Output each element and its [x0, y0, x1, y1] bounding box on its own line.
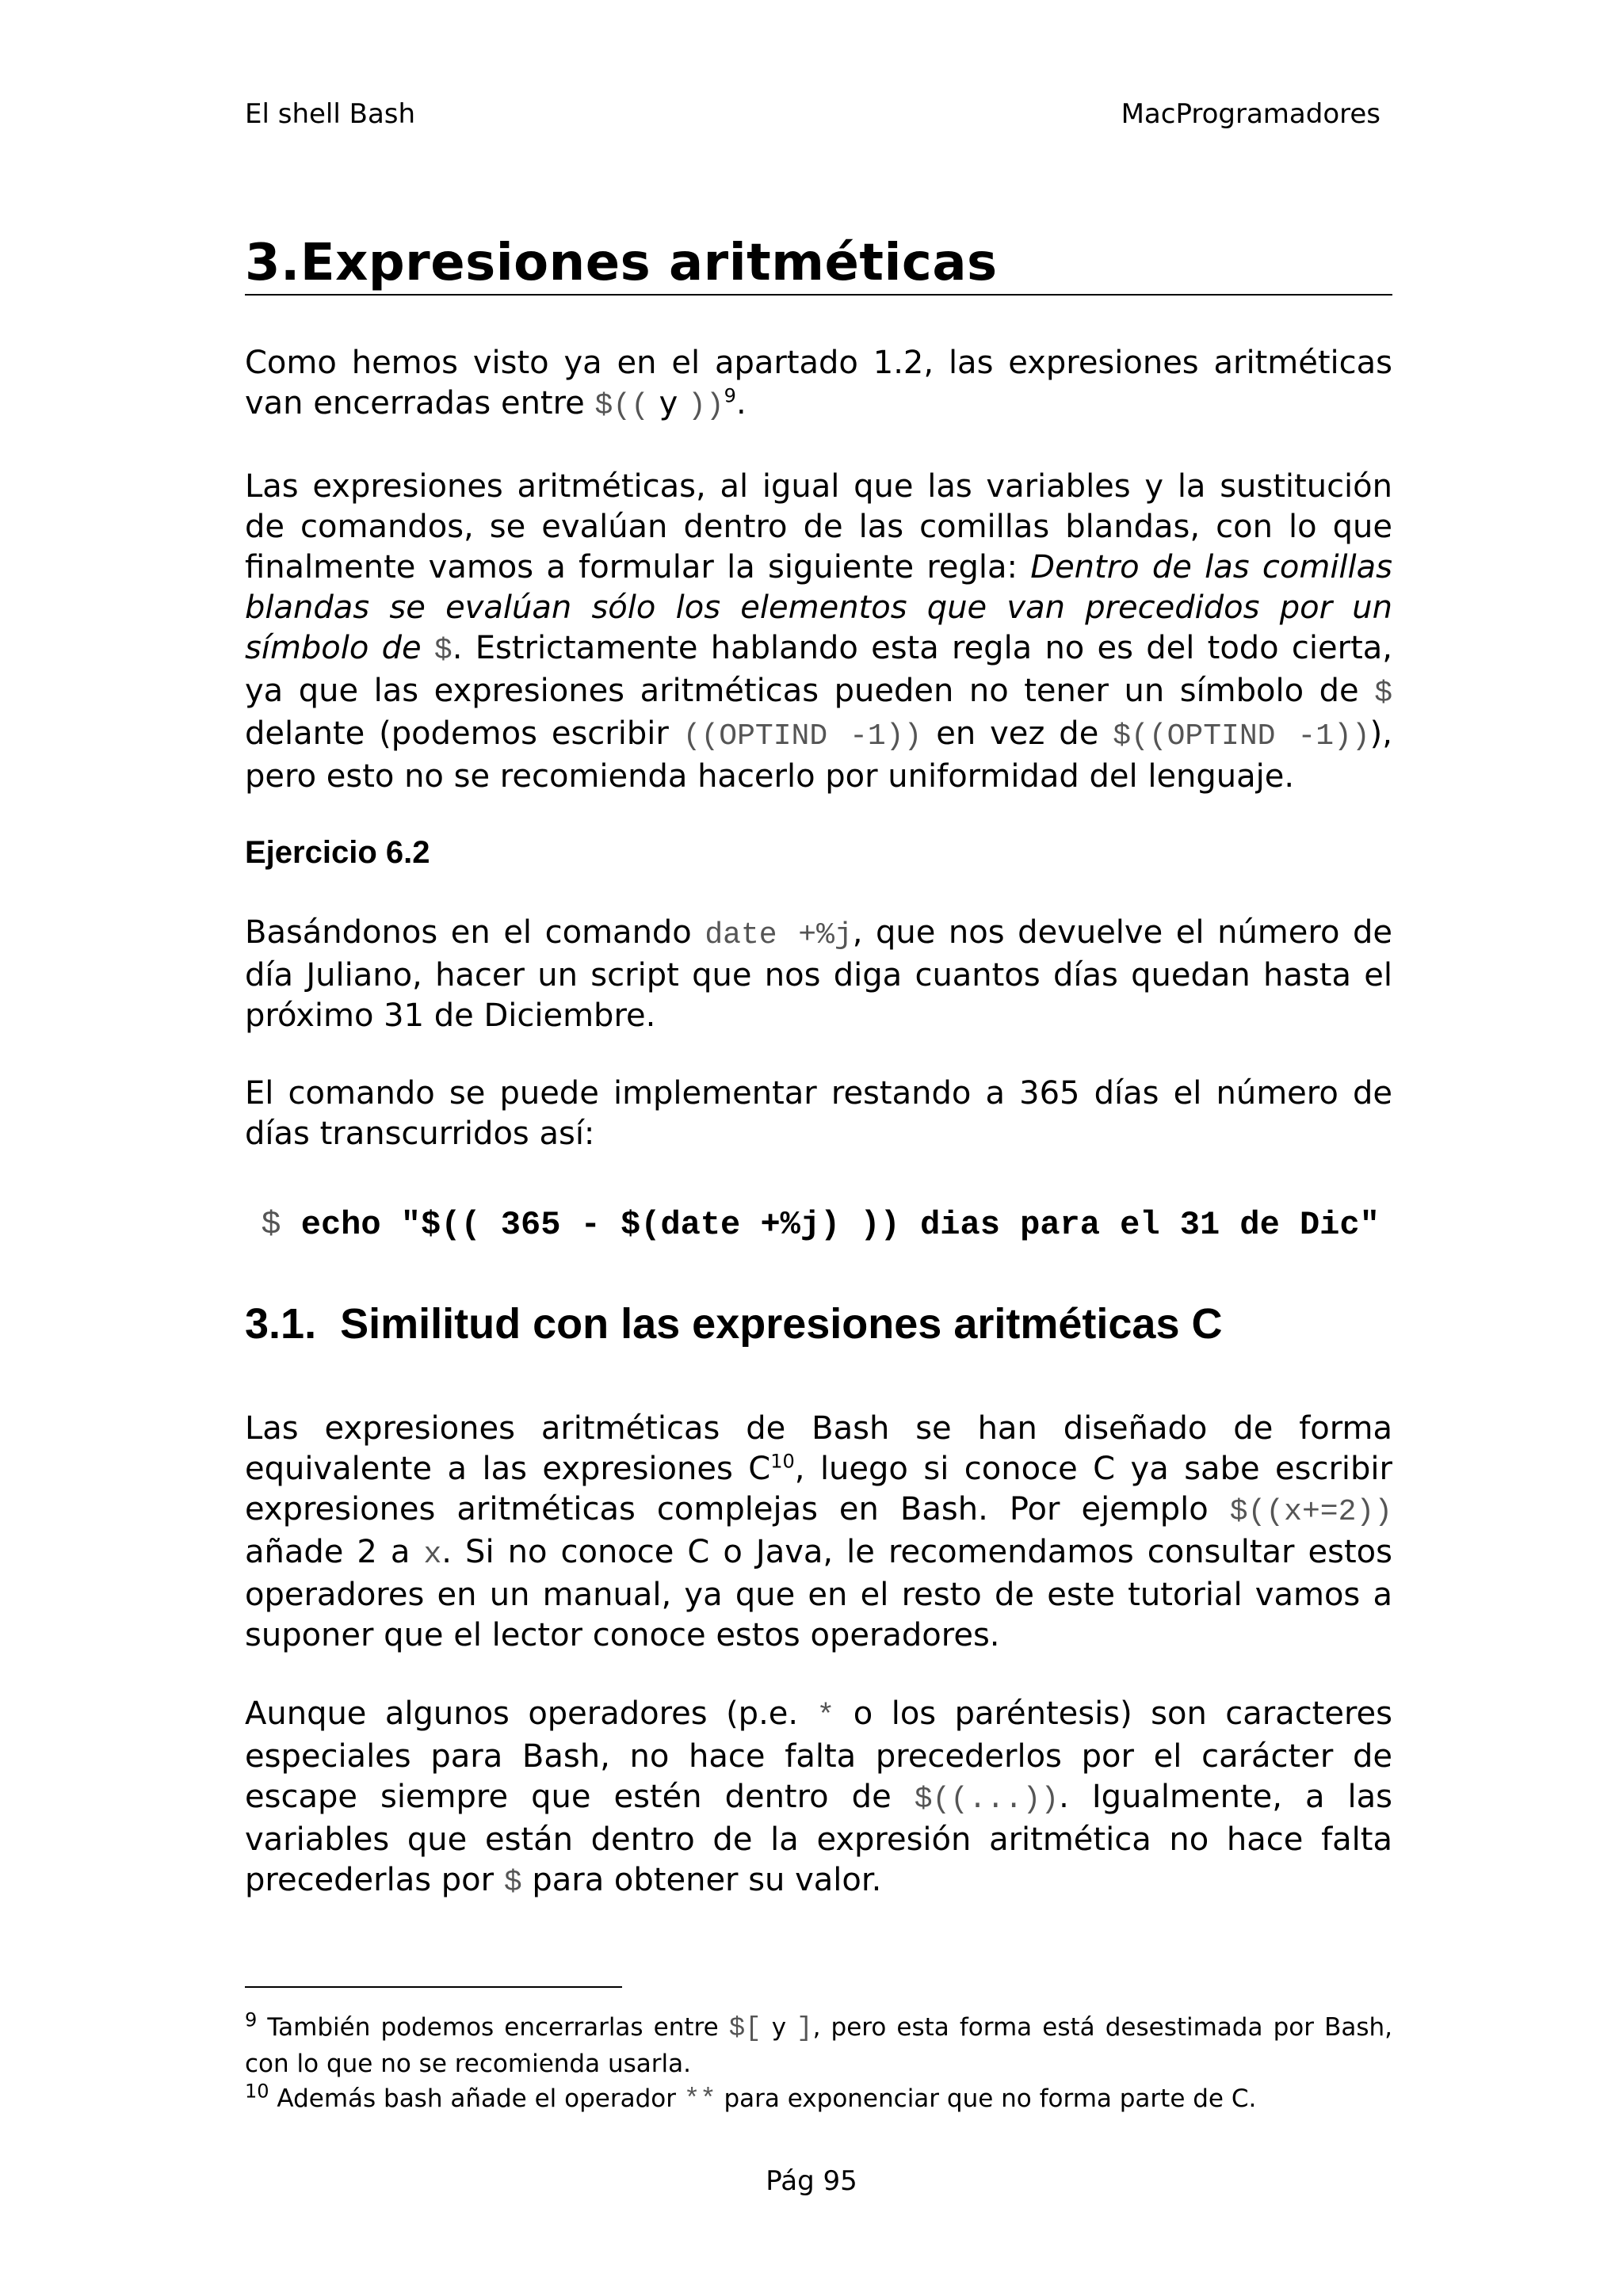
inline-code: ** [683, 2085, 716, 2115]
shell-command: echo "$(( 365 - $(date +%j) )) dias para el 31 de Dic" [300, 1206, 1380, 1244]
subsection-heading [245, 1299, 1392, 1348]
paragraph-intro [245, 343, 1392, 426]
inline-code: ((OPTIND -1)) [682, 719, 922, 753]
section-number: 3. [245, 234, 300, 292]
inline-code: )) [688, 389, 724, 423]
page-number: Pág 95 [766, 2165, 857, 2197]
text: , que nos devuelve el número de día Juliano, hacer un script que nos diga cuantos días quedan hasta el próximo 31 de Diciembre. [245, 914, 1392, 1034]
paragraph-solution: El comando se puede implementar restando a 365 días el número de días transcurridos así: [245, 1075, 1392, 1152]
text: y [648, 385, 689, 421]
paragraph-operators [245, 1694, 1392, 1903]
inline-code: date +%j [705, 918, 853, 952]
inline-code: $(( [594, 389, 649, 423]
text: . Si no conoce C o Java, le recomendamos consultar estos operadores en un manual, ya que en el resto de este tutorial vamos a suponer que el lector conoce estos operadores. [245, 1534, 1392, 1653]
subsection-title: Similitud con las expresiones aritméticas C [340, 1300, 1223, 1348]
inline-code: $ [503, 1866, 522, 1900]
footnote-divider [245, 1986, 622, 1988]
text: , luego si conoce C ya sabe escribir expresiones aritméticas complejas en Bash. Por ejemplo [245, 1451, 1392, 1527]
text: Además bash añade el operador [269, 2084, 684, 2113]
inline-code: * [816, 1699, 835, 1733]
text: . Igualmente, a las variables que están dentro de la expresión aritmética no hace falta precederlas por [245, 1779, 1392, 1898]
footnote-number: 9 [245, 2008, 258, 2031]
section-title: Expresiones aritméticas [300, 234, 998, 292]
footnote-ref[interactable]: 9 [724, 384, 736, 407]
paragraph-c-similarity [245, 1409, 1392, 1656]
text: . Estrictamente hablando esta regla no es del todo cierta, ya que las expresiones aritméticas pueden no tener un símbolo de [245, 630, 1392, 709]
shell-prompt: $ [261, 1206, 301, 1244]
text: Como hemos visto ya en el apartado 1.2, las expresiones aritméticas van encerradas entre [245, 345, 1392, 421]
text: y [761, 2013, 797, 2042]
section-heading [245, 234, 1392, 296]
footnote-ref[interactable]: 10 [770, 1450, 795, 1473]
emphasized-rule: Dentro de las comillas blandas se evalúan sólo los elementos que van precedidos por un símbolo de [245, 549, 1393, 666]
footnote-10 [245, 2081, 1392, 2118]
inline-code: $ [1374, 677, 1392, 711]
code-line [245, 1191, 1392, 1259]
text: Las expresiones aritméticas de Bash se han diseñado de forma equivalente a las expresiones C [245, 1410, 1392, 1487]
text: Aunque algunos operadores (p.e. [245, 1695, 817, 1732]
paragraph-rule [245, 467, 1392, 797]
text: delante (podemos escribir [245, 715, 683, 752]
text: para obtener su valor. [521, 1862, 882, 1898]
text: para exponenciar que no forma parte de C. [716, 2084, 1257, 2113]
exercise-heading: Ejercicio 6.2 [245, 835, 430, 870]
subsection-number: 3.1. [245, 1300, 317, 1348]
footnote-9 [245, 2010, 1392, 2081]
inline-code: ] [796, 2014, 813, 2044]
text: o los paréntesis) son caracteres especiales para Bash, no hace falta precederlos por el carácter de escape siempre que estén dentro de [245, 1695, 1392, 1815]
inline-code: $((...)) [914, 1783, 1060, 1817]
text: También podemos encerrarlas entre [257, 2013, 729, 2042]
inline-code: $((x+=2)) [1229, 1495, 1392, 1529]
text: Las expresiones aritméticas, al igual que las variables y la sustitución de comandos, se evalúan dentro de las comillas blandas, con lo que finalmente vamos a formular la siguiente regla: [245, 468, 1392, 585]
running-header-title: El shell Bash [245, 98, 416, 130]
inline-code: $ [433, 634, 453, 668]
inline-code: x [423, 1538, 442, 1572]
footnote-number: 10 [245, 2080, 269, 2103]
inline-code: $[ [728, 2014, 762, 2044]
text: añade 2 a [245, 1534, 424, 1570]
text: , pero esta forma está desestimada por Bash, con lo que no se recomienda usarla. [245, 2013, 1392, 2078]
text: ), pero esto no se recomienda hacerlo por uniformidad del lenguaje. [245, 715, 1392, 795]
text: en vez de [922, 715, 1113, 752]
paragraph-exercise [245, 913, 1392, 1036]
inline-code: $((OPTIND -1)) [1113, 719, 1370, 753]
text: . [735, 385, 747, 421]
running-header-site: MacProgramadores [1121, 98, 1381, 130]
text: Basándonos en el comando [245, 914, 705, 951]
